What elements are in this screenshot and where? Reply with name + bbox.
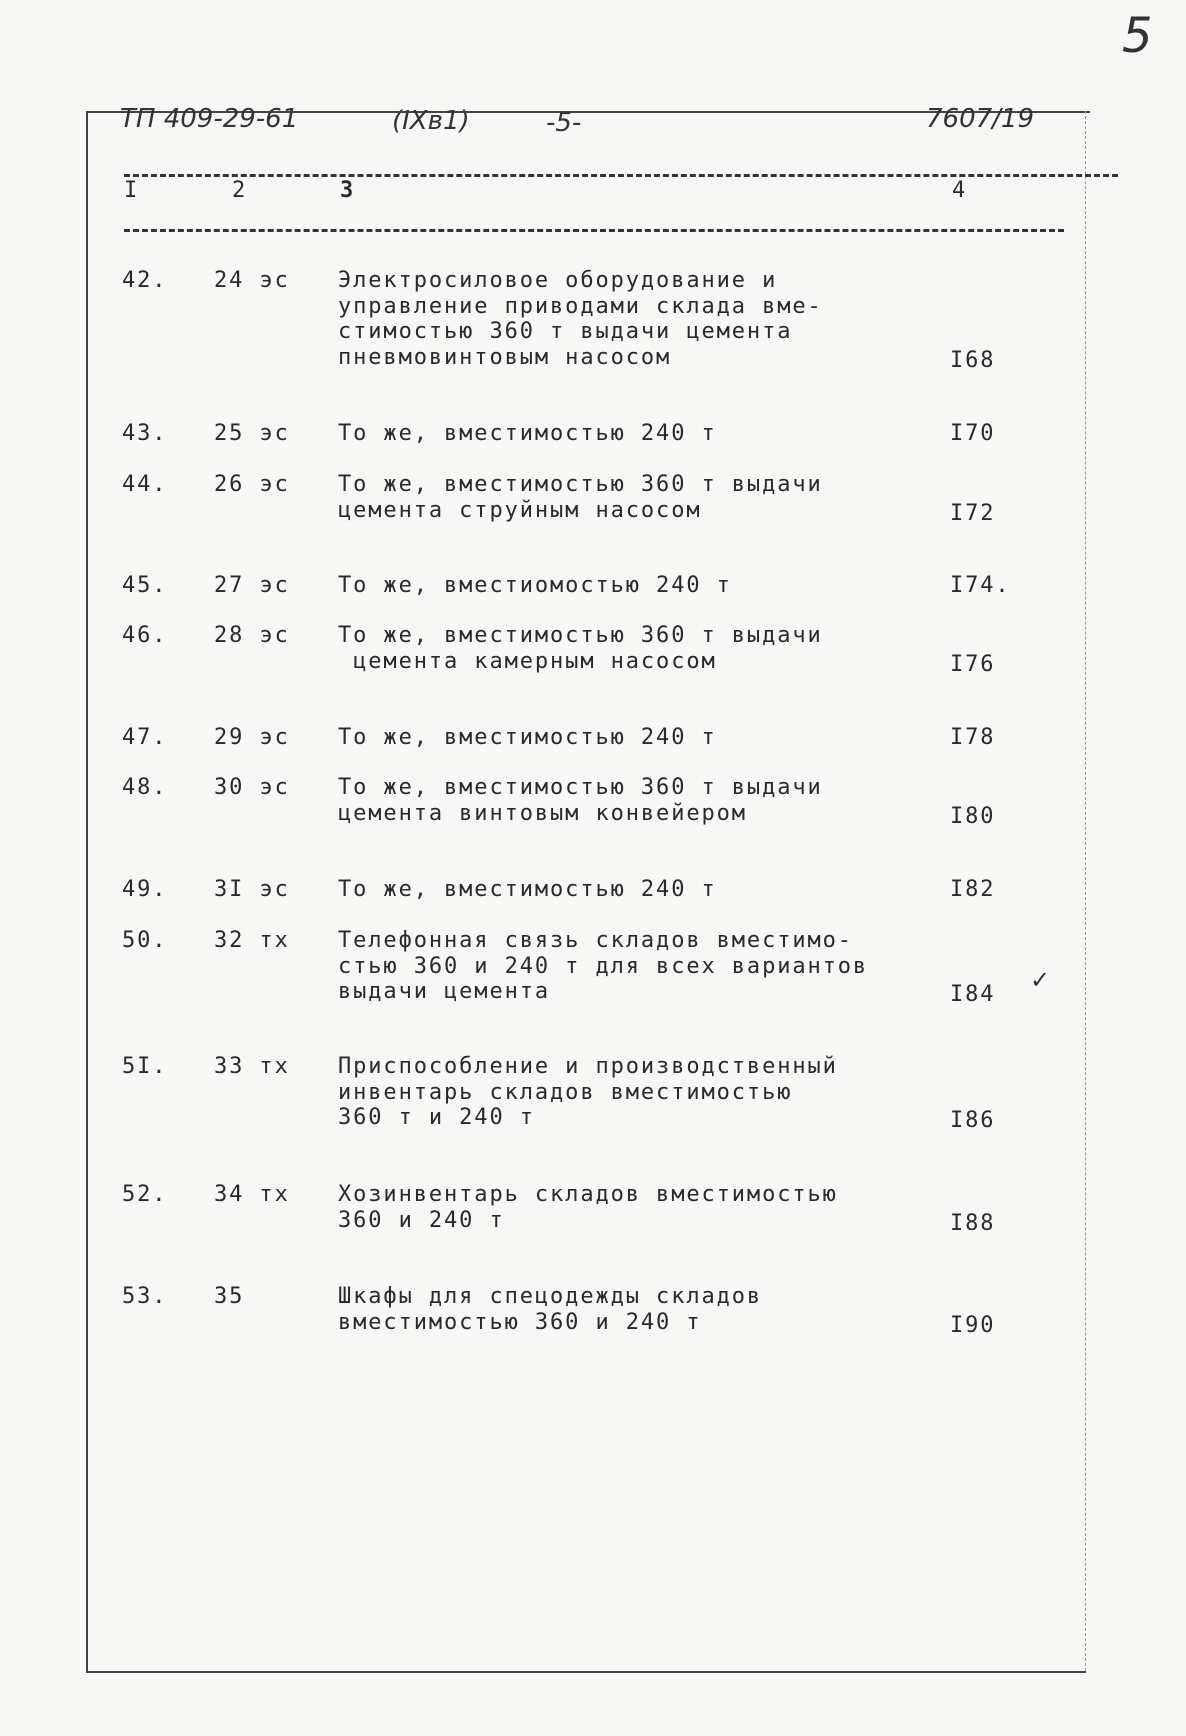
column-header-2: 2 — [232, 178, 248, 203]
row-code: 26 эс — [214, 472, 290, 497]
row-title-line: цемента камерным насосом — [338, 648, 717, 674]
row-code: 25 эс — [214, 421, 290, 446]
row-title-line: выдачи цемента — [338, 979, 551, 1004]
row-code: 28 эс — [214, 623, 290, 648]
row-number: 45. — [122, 573, 168, 598]
row-page: I78 — [950, 725, 996, 750]
header-divider-top — [124, 174, 1118, 177]
row-page: I84 — [950, 982, 996, 1007]
row-title-line: Телефонная связь складов вместимо- — [338, 928, 853, 953]
row-code: 3I эс — [214, 877, 290, 902]
row-title-line: То же, вместимостью 240 т — [338, 725, 717, 750]
row-title-line: То же, вместимостью 240 т — [338, 877, 717, 902]
row-title-line: 360 и 240 т — [338, 1207, 505, 1233]
row-code: 24 эс — [214, 268, 290, 293]
row-number: 42. — [122, 268, 168, 293]
row-title-line: управление приводами склада вме- — [338, 293, 823, 319]
archive-number: 7607/19 — [926, 104, 1035, 134]
row-code: 32 тх — [214, 928, 290, 953]
row-page: I88 — [950, 1210, 996, 1236]
row-title-line: Электросиловое оборудование и — [338, 268, 778, 293]
row-page: I74. — [950, 573, 1011, 598]
row-title-line: цемента винтовым конвейером — [338, 800, 747, 826]
row-title-line: стимостью 360 т выдачи цемента — [338, 319, 793, 344]
corner-page-mark: 5 — [1122, 8, 1153, 64]
right-border — [1085, 111, 1086, 1671]
row-title-line: То же, вместимостью 360 т выдачи — [338, 472, 823, 497]
row-number: 50. — [122, 928, 168, 953]
row-page: I86 — [950, 1108, 996, 1133]
row-number: 43. — [122, 421, 168, 446]
bottom-border — [86, 1671, 1086, 1673]
column-header-3: 3 — [340, 178, 356, 203]
doc-code: ТП 409-29-61 — [120, 104, 299, 134]
row-title-line: пневмовинтовым насосом — [338, 344, 672, 370]
header-divider-bottom — [124, 229, 1064, 232]
row-code: 29 эс — [214, 725, 290, 750]
row-number: 53. — [122, 1284, 168, 1309]
row-code: 30 эс — [214, 775, 290, 800]
row-title-line: Приспособление и производственный — [338, 1054, 838, 1079]
row-title-line: вместимостью 360 и 240 т — [338, 1309, 702, 1335]
left-border — [86, 111, 88, 1673]
row-page: I76 — [950, 651, 996, 677]
column-header-1: I — [124, 178, 140, 203]
row-page: I82 — [950, 877, 996, 902]
row-page: I68 — [950, 347, 996, 373]
row-number: 49. — [122, 877, 168, 902]
row-title-line: Шкафы для спецодежды складов — [338, 1284, 763, 1309]
row-number: 46. — [122, 623, 168, 648]
row-code: 34 тх — [214, 1182, 290, 1207]
row-page: I72 — [950, 500, 996, 526]
row-code: 33 тх — [214, 1054, 290, 1079]
row-number: 52. — [122, 1182, 168, 1207]
row-title-line: Хозинвентарь складов вместимостью — [338, 1182, 838, 1207]
row-number: 5I. — [122, 1054, 168, 1079]
row-number: 47. — [122, 725, 168, 750]
row-number: 44. — [122, 472, 168, 497]
row-title-line: То же, вместимостью 240 т — [338, 421, 717, 446]
row-title-line: инвентарь складов вместимостью — [338, 1079, 793, 1105]
page-number: -5- — [546, 108, 582, 138]
check-mark: ✓ — [1030, 966, 1051, 994]
row-title-line: стью 360 и 240 т для всех вариантов — [338, 953, 869, 979]
column-header-4: 4 — [952, 178, 968, 203]
row-page: I80 — [950, 803, 996, 829]
row-page: I70 — [950, 421, 996, 446]
row-code: 27 эс — [214, 573, 290, 598]
row-title-line: То же, вместимостью 360 т выдачи — [338, 623, 823, 648]
row-title-line: цемента струйным насосом — [338, 497, 702, 523]
row-number: 48. — [122, 775, 168, 800]
row-title-line: 360 т и 240 т — [338, 1105, 535, 1130]
row-page: I90 — [950, 1312, 996, 1338]
row-title-line: То же, вместимостью 360 т выдачи — [338, 775, 823, 800]
row-title-line: То же, вместиомостью 240 т — [338, 573, 732, 598]
row-code: 35 — [214, 1284, 245, 1309]
section-code: (IXв1) — [392, 106, 470, 136]
